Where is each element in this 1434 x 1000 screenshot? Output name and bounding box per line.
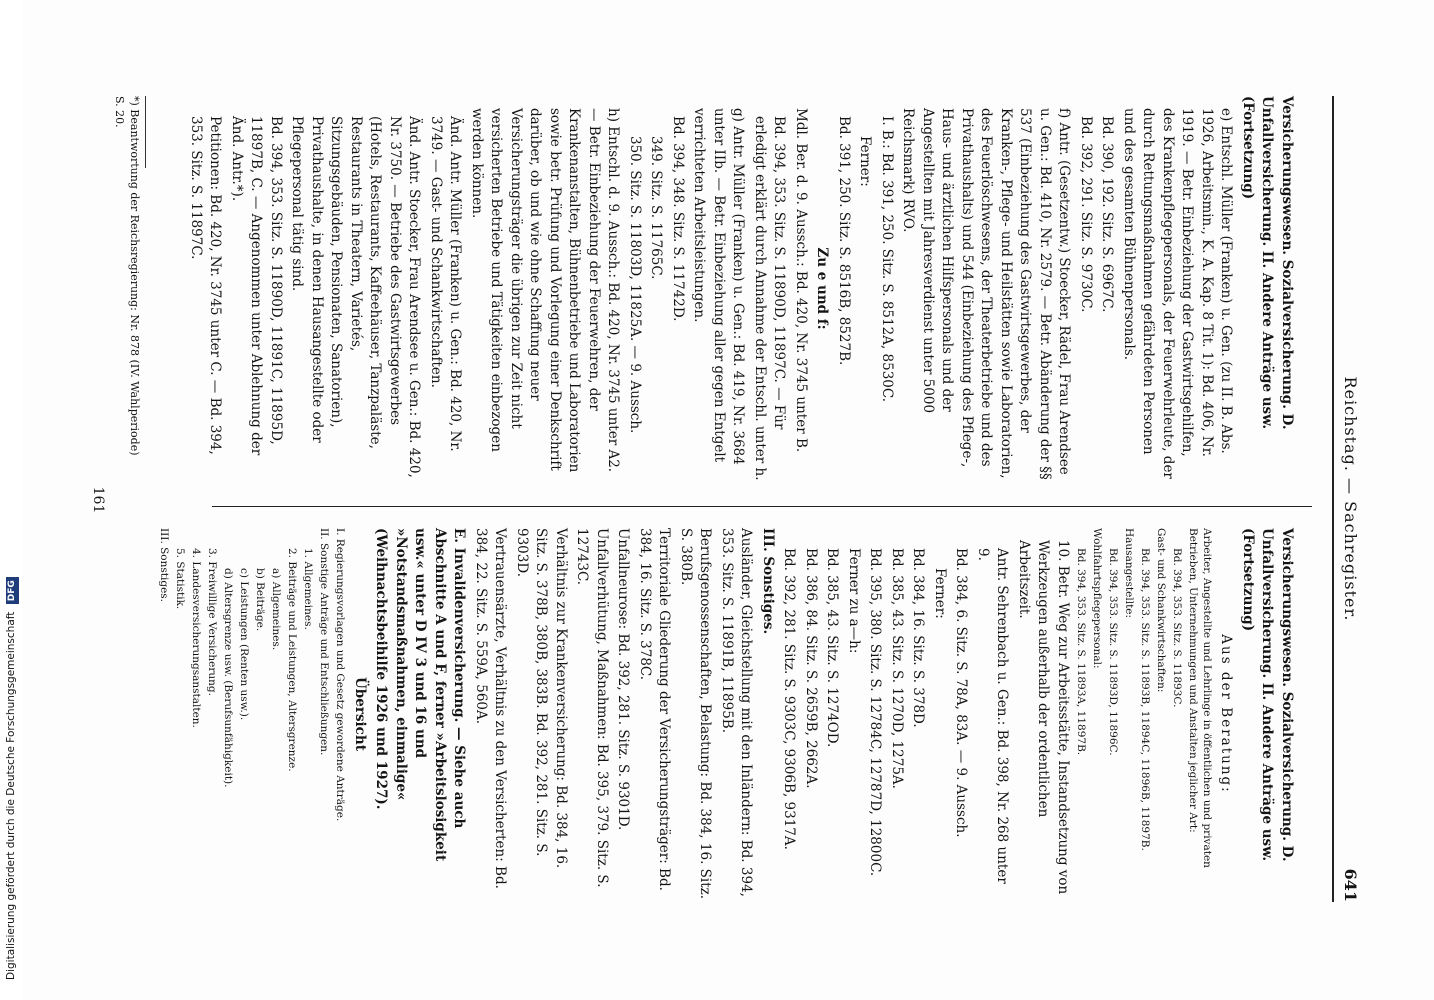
entry-line: 10. Betr. Weg zur Arbeitsstätte, Instandsetzung von Werkzeugen außerhalb der ordentlichen Arbeitszeit. [1016,540,1071,895]
entry-line: Berufsgenossenschaften, Belastung: Bd. 384, 16. Sitz. S. 380B. [678,528,714,900]
footnote-text: *) Beantwortung der Reichsregierung: Nr. 878 (IV. Wahlperiode) [128,96,141,456]
entry-line: Änd. Antr. Stoecker, Frau Arendsee u. Gen.: Bd. 420, Nr. 3750. — Betriebe des Gastwirtsgewerbes (Hotels, Restaurants, Kaffeehäuser, Tanzpaläste, Restaurants in Theatern, Varietés, Sitzungsgebäuden, Pensionaten, Sanatorien), Privathaushalte, in denen Hausangestellte oder Pflegepersonal tätig sind. [289,116,423,478]
entry-line: Bd. 384, 6. Sitz. S. 78A, 83A. — 9. Aussch. [953,548,970,838]
entry-line: 349. Sitz. S. 11765C. [648,136,665,280]
entry-line: Bd. 394, 353. Sitz. S. 11890D, 11897C. — Für erledigt erklärt durch Annahme der Entschl. unter h. [752,116,788,481]
entry-line: Bd. 395, 380. Sitz. S. 12784C, 12787D, 12800C. [867,548,884,877]
entry-line: c) Leistungen (Renten usw.). [238,568,251,721]
entry-line: Versicherungswesen. Sozialversicherung. D. Unfallversicherung. II. Andere Anträge usw. (Fortsetzung) [1240,96,1295,430]
entry-line: Antr. Sehrenbach u. Gen.: Bd. 398, Nr. 268 unter 9. [975,548,1011,884]
entry-line: Bd. 394, 353. Sitz. S. 11893C. [1171,548,1183,708]
entry-line: h) Entschl. d. 9. Aussch.: Bd. 420, Nr. 3745 unter A2. — Betr. Einbeziehung der Feuerwehren, der Krankenanstalten, Bühnenbetriebe und Laboratorien sowie betr. Prüfung und Vorlegung einer Denkschrift darüber, ob und wie ohne Schaffung neuer Versicherungsträger die übrigen zur Zeit nicht versicherten Betriebe und Tätigkeiten einbezogen werden können. [469,108,622,473]
entry-line: b) Beiträge. [254,568,267,632]
entry-line: Verhältnis zur Krankenversicherung: Bd. 384, 16. Sitz. S. 378B, 380B, 383B. Bd. 392, 281. Sitz. S. 9303D. [514,528,569,869]
entry-line: Unfallneurose: Bd. 392, 281. Sitz. S. 9301D. [615,528,632,831]
entry-line: d) Altersgrenze usw. (Berufsunfähigkeit). [222,568,235,788]
entry-line: Änd. Antr. Müller (Franken) u. Gen.: Bd. 420, Nr. 3749. — Gast- und Schankwirtschaften. [428,116,464,452]
entry-line: Gast- und Schankwirtschaften: [1155,528,1167,693]
entry-line: 3. Freiwillige Versicherung. [206,548,219,696]
entry-line: Bd. 391, 250. Sitz. S. 8516B, 8527B. [836,116,852,366]
entry-line: f) Antr. (Gesetzentw.) Stoecker, Rädel, Frau Arendsee u. Gen.: Bd. 410, Nr. 2579. — Betr. Abänderung der §§ 537 (Einbeziehung des Gastwirtsgewerbes, der Kranken-, Pflege- und Heilstätten sowie Laboratorien, des Feuerlöschwesens, der Theaterbetriebe und des Privathaushalts) und 544 (Einbeziehung des Pflege-, Haus- und ärztlichen Hilfspersonals und der Angestellten mit Jahresverdienst unter 5000 Reichsmark) RVO. [900,108,1073,480]
entry-line: Bd. 394, 353. Sitz. S. 11893A, 11897B. [1075,548,1087,756]
left-column [184,96,1297,481]
entry-line: Vertrauensärzte, Verhältnis zu den Versicherten: Bd. 384, 22. Sitz. S. 559A, 560A. [473,528,509,889]
right-column [156,528,1297,900]
entry-line: 1. Allgemeines. [302,548,315,630]
entry-line: g) Antr. Müller (Franken) u. Gen.: Bd. 419, Nr. 3684 unter IIb. — Betr. Einbeziehung aller gegen Entgelt verrichteten Arbeitsleistungen. [691,108,747,465]
header-rule [1332,96,1334,902]
running-title: Reichstag. — Sachregister. [1341,376,1360,622]
entry-line: Bd. 392, 281. Sitz. S. 9303C, 9306B, 9317A. [781,548,798,850]
entry-line: Ferner: [932,568,948,619]
entry-line: Aus der Beratung: [1218,634,1235,794]
entry-line: Bd. 394, 353. Sitz. S. 11890D, 11891C, 11895D, 11897B, C. — Angenommen unter Ablehnung der Änd. Antr.*). [229,116,284,456]
entry-line: Bd. 392, 291. Sitz. S. 9730C. [1078,116,1094,313]
entry-line: Bd. 394, 353. Sitz. S. 11893B, 11894C, 11896B, 11897B. [1139,548,1151,851]
entry-line: III. Sonstiges. [760,528,776,635]
footnote-rule [145,96,146,168]
entry-line: III. Sonstiges. [158,528,171,603]
entry-line: I. Regierungsvorlagen und Gesetz gewordene Anträge. [334,528,347,822]
entry-line: 350. Sitz. S. 11803D, 11825A. — 9. Aussch. [627,136,643,434]
bottom-page-number: 161 [90,486,106,514]
entry-line: Wohlfahrtspflegepersonal: [1091,528,1103,669]
entry-line: 2. Beiträge und Leistungen, Altersgrenze. [286,548,299,772]
entry-line: a) Allgemeines. [270,568,283,651]
entry-line: Territoriale Gliederung der Versicherungsträger: Bd. 384, 16. Sitz. S. 378C. [637,528,673,891]
entry-line: Arbeiter, Angestellte und Lehrlinge in öffentlichen und privaten Betrieben, Unternehmungen und Anstalten jeglicher Art: [1187,528,1213,868]
entry-line: Bd. 385, 43. Sitz. S. 1270D, 1275A. [889,548,905,789]
entry-line: Mdl. Ber. d. 9. Aussch.: Bd. 420, Nr. 3745 unter B. [793,108,809,453]
entry-line: Ausländer, Gleichstellung mit den Inländern: Bd. 394, 353. Sitz. S. 11891B, 11895B. [719,528,755,897]
footnote-page: S. 20. [113,96,126,128]
entry-line: Bd. 386, 84. Sitz. S. 2659B, 2662A. [803,548,819,789]
entry-line: Zu e und f: [814,247,831,330]
entry-line: Versicherungswesen. Sozialversicherung. D. Unfallversicherung. II. Andere Anträge usw. (Fortsetzung) [1240,528,1295,862]
entry-line: I. B.: Bd. 391, 250. Sitz. S. 8512A, 8530C. [879,116,895,403]
entry-line: 5. Statistik. [174,548,187,610]
entry-line: E. Invalidenversicherung. — Siehe auch Abschnitte A und F, ferner »Arbeitslosigkeit usw.« unter D IV 3 und 16 und »Notstandsmaßnahmen, einmalige« (Weihnachtsbeihilfe 1926 und 1927). [373,528,468,862]
entry-line: Unfallverhütung, Maßnahmen: Bd. 395, 379. Sitz. S. 12743C. [574,528,610,888]
entry-line: Hausangestellte: [1123,528,1135,619]
entry-line: Petitionen: Bd. 420, Nr. 3745 unter C. — Bd. 394, 353. Sitz. S. 11897C. [188,116,224,455]
entry-line: e) Entschl. Müller (Franken) u. Gen. (zu II. B. Abs. 1926, Arbeitsmin., K. A. Kap. 8 Tit. 1): Bd. 406, Nr. 1919. — Betr. Einbeziehung der Gastwirtsgehilfen, des Krankenpflegepersonals, der Feuerwehrleute, der durch Rettungsmaßnahmen gefährdeten Personen und des gesamten Bühnenpersonals. [1121,108,1235,479]
footnote [112,96,142,496]
entry-line: Ferner: [857,136,874,187]
credit-text: Digitalisierung gefördert durch die Deutsche Forschungsgemeinschaft [5,611,17,980]
dfg-logo: DFG [6,577,19,604]
entry-line: Bd. 385, 43. Sitz. S. 1274OD. [824,548,841,748]
entry-line: Bd. 394, 348. Sitz. S. 11742D. [670,116,686,322]
page-number: 641 [1341,868,1360,902]
entry-line: Übersicht [352,677,368,751]
digitization-credit [0,0,22,1000]
entry-line: II. Sonstige Anträge und Entschließungen. [318,528,331,756]
entry-line: 4. Landesversicherungsanstalten. [190,548,203,728]
entry-line: Bd. 394, 353. Sitz. S. 11893D, 11896C. [1107,548,1119,756]
column-divider [212,506,1312,507]
page-header [1336,96,1360,902]
entry-line: Ferner zu a—h: [846,548,862,654]
entry-line: Bd. 384, 16. Sitz. S. 378D. [910,548,927,728]
entry-line: Bd. 390, 192. Sitz. S. 6967C. [1099,116,1116,313]
